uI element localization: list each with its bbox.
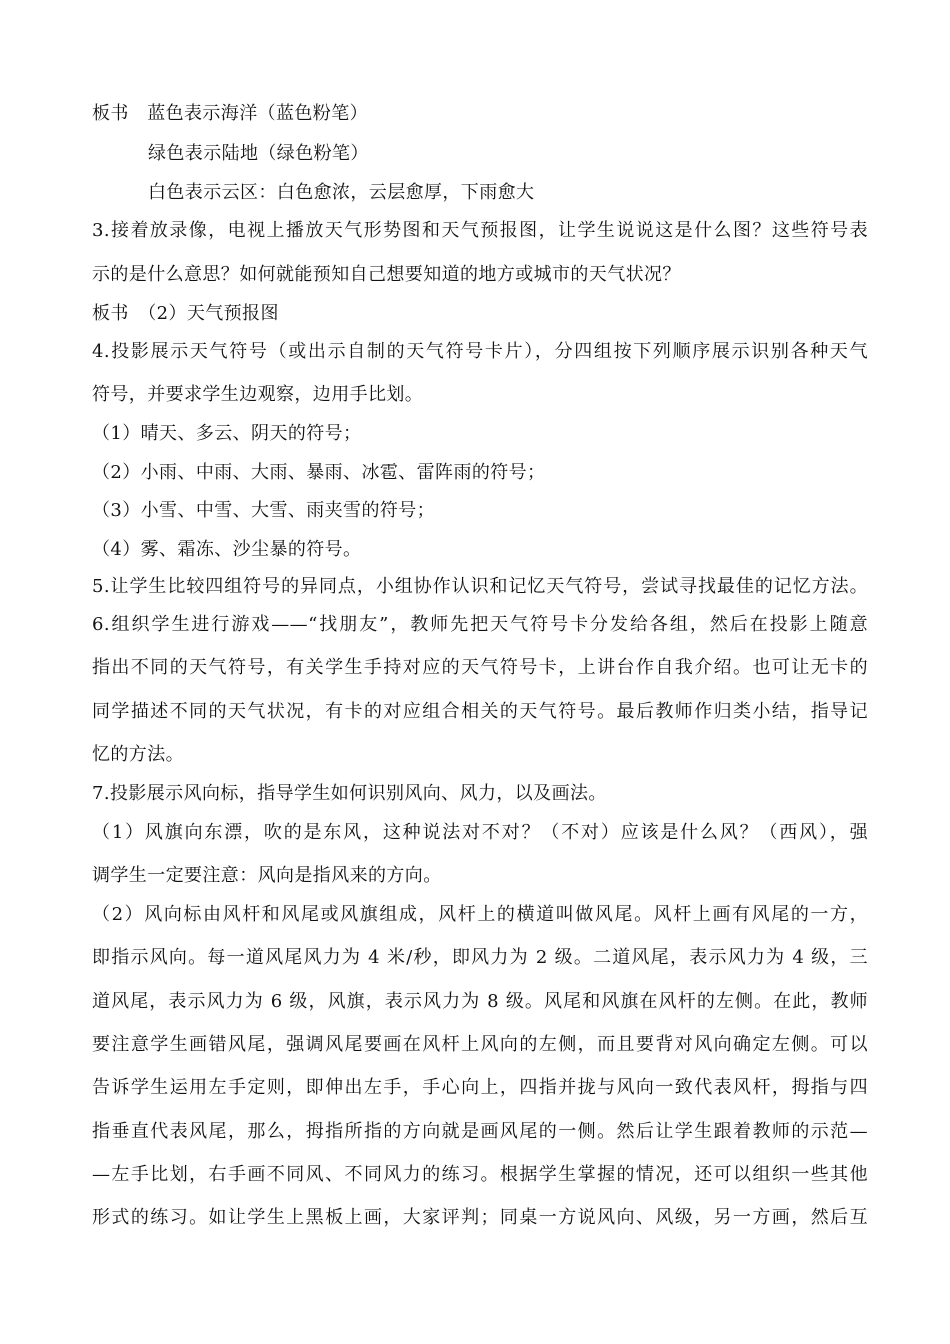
text-line: 调学生一定要注意：风向是指风来的方向。 xyxy=(92,865,442,886)
list-item: （4）雾、霜冻、沙尘暴的符号。 xyxy=(92,539,362,560)
text-line: 板书 蓝色表示海洋（蓝色粉笔） xyxy=(92,103,368,124)
text-line: （1）风旗向东漂，吹的是东风，这种说法对不对？（不对）应该是什么风？（西风），强 xyxy=(92,822,868,843)
text-line: 符号，并要求学生边观察，边用手比划。 xyxy=(92,384,424,405)
list-item: （1）晴天、多云、阴天的符号； xyxy=(92,423,362,444)
text-line: 3.接着放录像，电视上播放天气形势图和天气预报图，让学生说说这是什么图？这些符号表 xyxy=(92,220,868,241)
list-item: （2）小雨、中雨、大雨、暴雨、冰雹、雷阵雨的符号； xyxy=(92,462,546,483)
text-line: 7.投影展示风向标，指导学生如何识别风向、风力，以及画法。 xyxy=(92,783,607,804)
text-line: 5.让学生比较四组符号的异同点，小组协作认识和记忆天气符号，尝试寻找最佳的记忆方法。 xyxy=(92,576,868,597)
text-line: 忆的方法。 xyxy=(92,744,184,765)
text-line: 白色表示云区：白色愈浓，云层愈厚，下雨愈大 xyxy=(148,182,535,203)
list-item: （3）小雪、中雪、大雪、雨夹雪的符号； xyxy=(92,500,436,521)
text-line: 形式的练习。如让学生上黑板上画，大家评判；同桌一方说风向、风级，另一方画，然后互 xyxy=(92,1207,868,1228)
text-line: 道风尾，表示风力为 6 级，风旗，表示风力为 8 级。风尾和风旗在风杆的左侧。在此，教师 xyxy=(92,991,868,1012)
text-line: 6.组织学生进行游戏——“找朋友”，教师先把天气符号卡分发给各组，然后在投影上随意 xyxy=(92,614,868,635)
text-line: 板书 （2）天气预报图 xyxy=(92,303,279,324)
text-line: 示的是什么意思？如何就能预知自己想要知道的地方或城市的天气状况？ xyxy=(92,264,681,285)
text-line: 要注意学生画错风尾，强调风尾要画在风杆上风向的左侧，而且要背对风向确定左侧。可以 xyxy=(92,1034,868,1055)
text-line: 指垂直代表风尾，那么，拇指所指的方向就是画风尾的一侧。然后让学生跟着教师的示范— xyxy=(92,1121,868,1142)
text-line: 4.投影展示天气符号（或出示自制的天气符号卡片），分四组按下列顺序展示识别各种天气 xyxy=(92,341,868,362)
text-line: 同学描述不同的天气状况，有卡的对应组合相关的天气符号。最后教师作归类小结，指导记 xyxy=(92,701,868,722)
text-line: —左手比划，右手画不同风、不同风力的练习。根据学生掌握的情况，还可以组织一些其他 xyxy=(92,1164,868,1185)
text-line: 即指示风向。每一道风尾风力为 4 米/秒，即风力为 2 级。二道风尾，表示风力为 4 级，三 xyxy=(92,947,868,968)
text-line: 绿色表示陆地（绿色粉笔） xyxy=(148,143,369,164)
text-line: （2）风向标由风杆和风尾或风旗组成，风杆上的横道叫做风尾。风杆上画有风尾的一方， xyxy=(92,904,868,925)
text-line: 告诉学生运用左手定则，即伸出左手，手心向上，四指并拢与风向一致代表风杆，拇指与四 xyxy=(92,1077,868,1098)
text-line: 指出不同的天气符号，有关学生手持对应的天气符号卡，上讲台作自我介绍。也可让无卡的 xyxy=(92,657,868,678)
